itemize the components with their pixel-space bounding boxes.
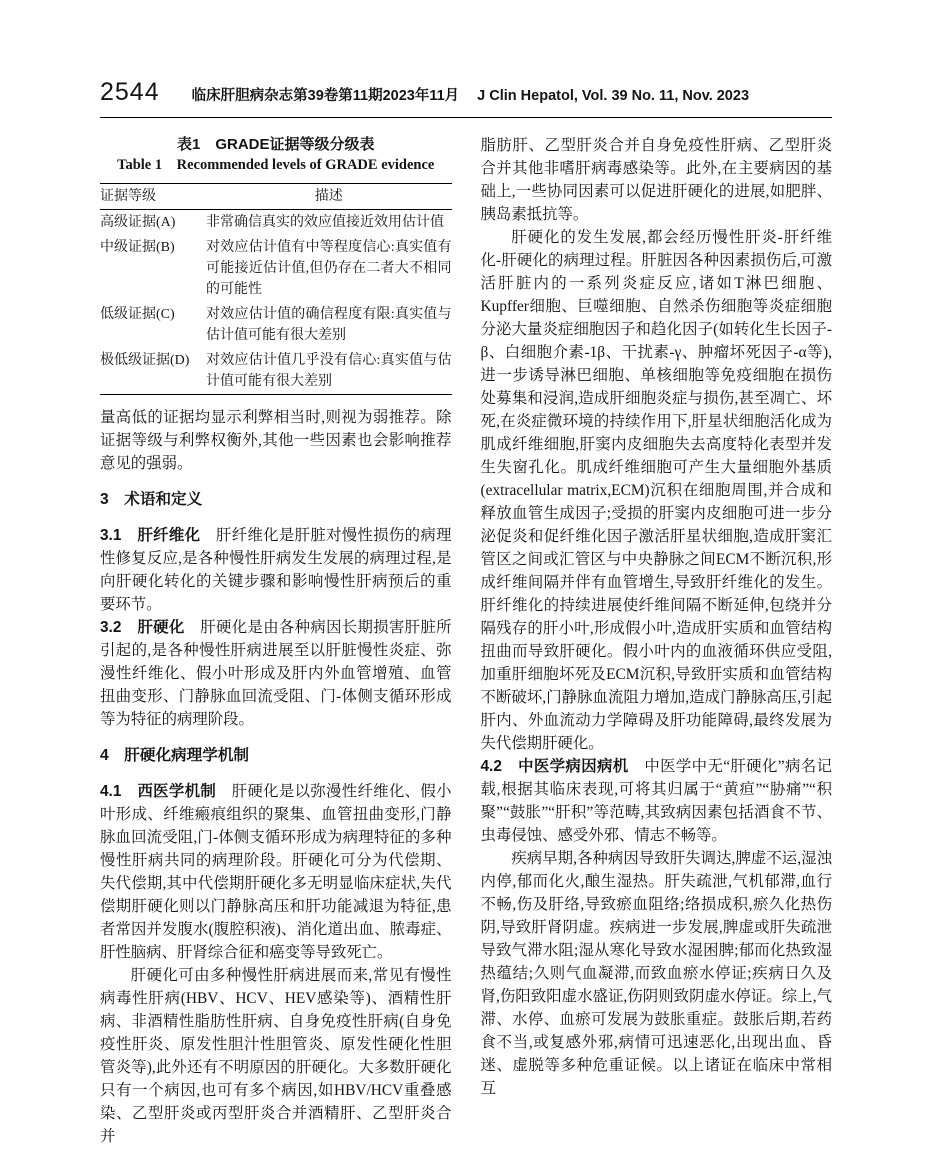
paragraph-3-2 [100,616,452,731]
paragraph: 肝硬化可由多种慢性肝病进展而来,常见有慢性病毒性肝病(HBV、HCV、HEV感染等)、酒精性肝病、非酒精性脂肪性肝病、自身免疫性肝病(自身免疫性肝炎、原发性胆汁性胆管炎、原发性硬化性胆管炎等),此外还有不明原因的肝硬化。大多数肝硬化只有一个病因,也可有多个病因,如HBV/HCV重叠感染、乙型肝炎或丙型肝炎合并酒精肝、乙型肝炎合并 [100,967,452,1145]
paragraph-continuation: 量高低的证据均显示利弊相当时,则视为弱推荐。除证据等级与利弊权衡外,其他一些因素也会影响推荐意见的强弱。 [100,409,452,472]
evidence-level-cell: 中级证据(B) [100,240,175,255]
journal-title-cn: 临床肝胆病杂志第39卷第11期2023年11月 [191,88,460,104]
grade-table [100,134,452,395]
table-title-en: Table 1 Recommended levels of GRADE evidence [117,157,435,173]
grade-evidence-table [100,183,452,395]
subsection-label-4-1: 4.1 西医学机制 [100,783,232,800]
paragraph-text: 肝纤维化是肝脏对慢性损伤的病理性修复反应,是各种慢性肝病发生发展的病理过程,是向肝硬化转化的关键步骤和影响慢性肝病预后的重要环节。 [100,527,452,613]
paragraph-4-1 [100,780,452,964]
evidence-level-cell: 极低级证据(D) [100,353,190,368]
page-header [100,78,832,107]
paragraph: 肝硬化的发生发展,都会经历慢性肝炎-肝纤维化-肝硬化的病理过程。肝脏因各种因素损伤后,可激活肝脏内的一系列炎症反应,诸如T淋巴细胞、Kupffer细胞、巨噬细胞、自然杀伤细胞等炎症细胞分泌大量炎症细胞因子和趋化因子(如转化生长因子-β、白细胞介素-1β、干扰素-γ、肿瘤坏死因子-α等),进一步诱导淋巴细胞、单核细胞等免疫细胞在损伤处募集和浸润,造成肝细胞炎症与损伤,甚至凋亡、坏死,在炎症微环境的持续作用下,肝星状细胞活化成为肌成纤维细胞,肝窦内皮细胞失去高度特化表型并发生失窗孔化。肌成纤维细胞可产生大量细胞外基质(extracellular matrix,ECM)沉积在细胞周围,并合成和释放血管生成因子;受损的肝窦内皮细胞可进一步分泌促炎和促纤维化因子激活肝星状细胞,造成肝窦汇管区之间或汇管区与中央静脉之间ECM不断沉积,形成纤维间隔并伴有血管增生,导致肝纤维化的发生。肝纤维化的持续进展使纤维间隔不断延伸,包绕并分隔残存的肝小叶,形成假小叶,造成肝实质和血管结构扭曲而导致肝硬化。假小叶内的血液循环供应受阻,加重肝细胞坏死及ECM沉积,导致肝实质和血管结构不断破坏,门静脉血流阻力增加,造成门静脉高压,引起肝内、外血流动力学障碍及肝功能障碍,最终发展为失代偿期肝硬化。 [480,229,832,752]
subsection-label-3-1: 3.1 肝纤维化 [100,527,217,544]
table-row [100,210,452,236]
description-cell: 对效应估计值有中等程度信心:真实值有可能接近估计值,但仍存在二者大不相同的可能性 [206,240,452,297]
paragraph: 疾病早期,各种病因导致肝失调达,脾虚不运,湿浊内停,郁而化火,酿生湿热。肝失疏泄,气机郁滞,血行不畅,伤及肝络,导致瘀血阻络;络损成积,瘀久化热伤阴,导致肝肾阴虚。疾病进一步发展,脾虚或肝失疏泄导致气滞水阻;湿从寒化导致水湿困脾;郁而化热致湿热蕴结;久则气血凝滞,而致血瘀水停证;疾病日久及肾,伤阳致阳虚水盛证,伤阴则致阴虚水停证。综上,气滞、水停、血瘀可发展为鼓胀重症。鼓胀后期,若药食不当,或复感外邪,病情可迅速恶化,出现出血、昏迷、虚脱等多种危重证候。以上诸证在临床中常相互 [480,850,832,1097]
description-cell: 对效应估计值几乎没有信心:真实值与估计值可能有很大差别 [206,353,452,389]
table-row [100,302,452,348]
column-header-description: 描述 [206,184,452,210]
paragraph-continuation: 脂肪肝、乙型肝炎合并自身免疫性肝病、乙型肝炎合并其他非嗜肝病毒感染等。此外,在主要病因的基础上,一些协同因素可以促进肝硬化的进展,如肥胖、胰岛素抵抗等。 [480,137,832,223]
table-row [100,348,452,395]
evidence-level-cell: 低级证据(C) [100,307,175,322]
column-header-evidence-level: 证据等级 [100,184,206,210]
page-number: 2544 [100,78,160,106]
paragraph-text: 中医学中无“肝硬化”病名记载,根据其临床表现,可将其归属于“黄疸”“胁痛”“积聚”“鼓胀”“肝积”等范畴,其致病因素包括酒食不节、虫毒侵蚀、感受外邪、情志不畅等。 [480,758,832,844]
journal-title-en: J Clin Hepatol, Vol. 39 No. 11, Nov. 2023 [477,88,750,104]
paragraph-4-2 [481,755,833,847]
paragraph-text: 肝硬化是由各种病因长期损害肝脏所引起的,是各种慢性肝病进展至以肝脏慢性炎症、弥漫性纤维化、假小叶形成及肝内外血管增殖、血管扭曲变形、门静脉血回流受阻、门-体侧支循环形成等为特征的病理阶段。 [100,619,452,728]
section-heading-4: 4 肝硬化病理学机制 [100,747,250,764]
subsection-label-4-2: 4.2 中医学病因病机 [480,758,645,775]
section-heading-3: 3 术语和定义 [100,491,203,508]
description-cell: 对效应估计值的确信程度有限:真实值与估计值可能有很大差别 [206,307,452,343]
header-rule [100,117,832,118]
two-column-body [100,134,832,1148]
description-cell: 非常确信真实的效应值接近效用估计值 [206,215,444,230]
table-header-row [100,184,452,210]
right-column [481,134,833,1148]
evidence-level-cell: 高级证据(A) [100,215,176,230]
table-row [100,235,452,302]
table-title-cn: 表1 GRADE证据等级分级表 [176,136,375,153]
paragraph-3-1 [100,524,452,616]
subsection-label-3-2: 3.2 肝硬化 [100,619,201,636]
paragraph-text: 肝硬化是以弥漫性纤维化、假小叶形成、纤维瘢痕组织的聚集、血管扭曲变形,门静脉血回流受阻,门-体侧支循环形成为病理特征的多种慢性肝病共同的病理阶段。肝硬化可分为代偿期、失代偿期,其中代偿期肝硬化多无明显临床症状,失代偿期肝硬化则以门静脉高压和肝功能减退为特征,患者常因并发腹水(腹腔积液)、消化道出血、脓毒症、肝性脑病、肝肾综合征和癌变等导致死亡。 [100,783,452,961]
left-column [100,134,452,1148]
